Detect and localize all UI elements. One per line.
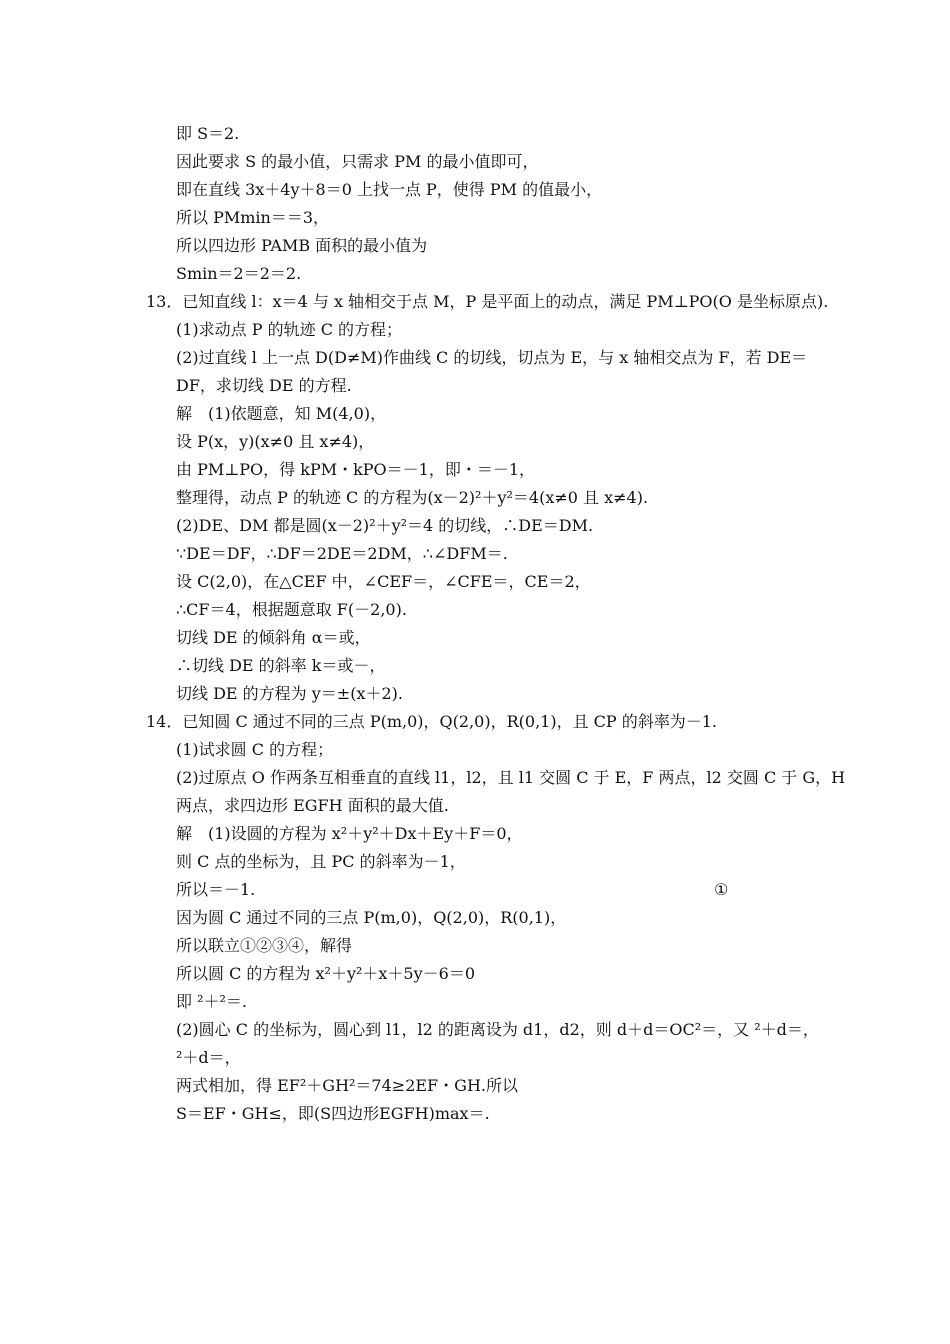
text-line: 两点，求四边形 EGFH 面积的最大值. xyxy=(176,796,449,815)
text-line: 设 C(2,0)，在△CEF 中，∠CEF＝，∠CFE＝，CE＝2， xyxy=(176,572,591,591)
text-line: S＝EF・GH≤，即(S四边形EGFH)max＝. xyxy=(176,1104,490,1123)
text-line: (2)过原点 O 作两条互相垂直的直线 l1，l2，且 l1 交圆 C 于 E，F 两点，l2 交圆 C 于 G，H xyxy=(176,768,846,787)
problem-13-statement: 13．已知直线 l：x＝4 与 x 轴相交于点 M，P 是平面上的动点，满足 PM⊥PO(O 是坐标原点). xyxy=(146,292,829,311)
text-line: 所以 PMmin＝＝3， xyxy=(176,208,330,227)
text-line: 两式相加，得 EF²＋GH²＝74≥2EF・GH.所以 xyxy=(176,1076,518,1095)
text-line: (1)试求圆 C 的方程； xyxy=(176,740,334,759)
text-line: 解 (1)设圆的方程为 x²＋y²＋Dx＋Ey＋F＝0， xyxy=(176,824,523,843)
problem-14-statement: 14．已知圆 C 通过不同的三点 P(m,0)，Q(2,0)，R(0,1)，且 CP 的斜率为－1. xyxy=(146,712,718,731)
text-line: 因此要求 S 的最小值，只需求 PM 的最小值即可， xyxy=(176,152,539,171)
text-line: 即 ²＋²＝. xyxy=(176,992,248,1011)
text-line: (2)过直线 l 上一点 D(D≠M)作曲线 C 的切线，切点为 E，与 x 轴相交点为 F，若 DE＝ xyxy=(176,348,808,367)
text-line: 切线 DE 的倾斜角 α＝或， xyxy=(176,628,371,647)
text-line: Smin＝2＝2＝2. xyxy=(176,264,302,283)
text-line: (2)DE、DM 都是圆(x－2)²＋y²＝4 的切线，∴DE＝DM. xyxy=(176,516,594,535)
text-line: ²＋d＝， xyxy=(176,1048,241,1067)
text-line: 即在直线 3x＋4y＋8＝0 上找一点 P，使得 PM 的值最小， xyxy=(176,180,603,199)
text-line: DF，求切线 DE 的方程. xyxy=(176,376,352,395)
text-line: 所以四边形 PAMB 面积的最小值为 xyxy=(176,236,428,255)
text-line: ∴切线 DE 的斜率 k＝或－， xyxy=(176,656,386,675)
text-line: 因为圆 C 通过不同的三点 P(m,0)，Q(2,0)，R(0,1)， xyxy=(176,908,567,927)
text-line: 所以圆 C 的方程为 x²＋y²＋x＋5y－6＝0 xyxy=(176,964,475,983)
text-line: 设 P(x，y)(x≠0 且 x≠4)， xyxy=(176,432,375,451)
text-line: 所以＝－1. xyxy=(176,880,256,899)
equation-marker: ① xyxy=(714,880,729,899)
text-line: ∴CF＝4，根据题意取 F(－2,0). xyxy=(176,600,407,619)
text-line: 解 (1)依题意，知 M(4,0)， xyxy=(176,404,387,423)
text-line: 切线 DE 的方程为 y＝±(x＋2). xyxy=(176,684,403,703)
text-line: 由 PM⊥PO，得 kPM・kPO＝－1，即・＝－1， xyxy=(176,460,536,479)
text-line: 整理得，动点 P 的轨迹 C 的方程为(x－2)²＋y²＝4(x≠0 且 x≠4). xyxy=(176,488,649,507)
text-line: (1)求动点 P 的轨迹 C 的方程； xyxy=(176,320,403,339)
text-line: ∵DE＝DF，∴DF＝2DE＝2DM，∴∠DFM＝. xyxy=(176,544,508,563)
text-line: (2)圆心 C 的坐标为，圆心到 l1，l2 的距离设为 d1，d2，则 d＋d＝OC²＝，又 ²＋d＝， xyxy=(176,1020,819,1039)
text-line: 所以联立①②③④，解得 xyxy=(176,936,353,955)
text-line: 即 S＝2. xyxy=(176,124,240,143)
text-line: 则 C 点的坐标为，且 PC 的斜率为－1， xyxy=(176,852,466,871)
